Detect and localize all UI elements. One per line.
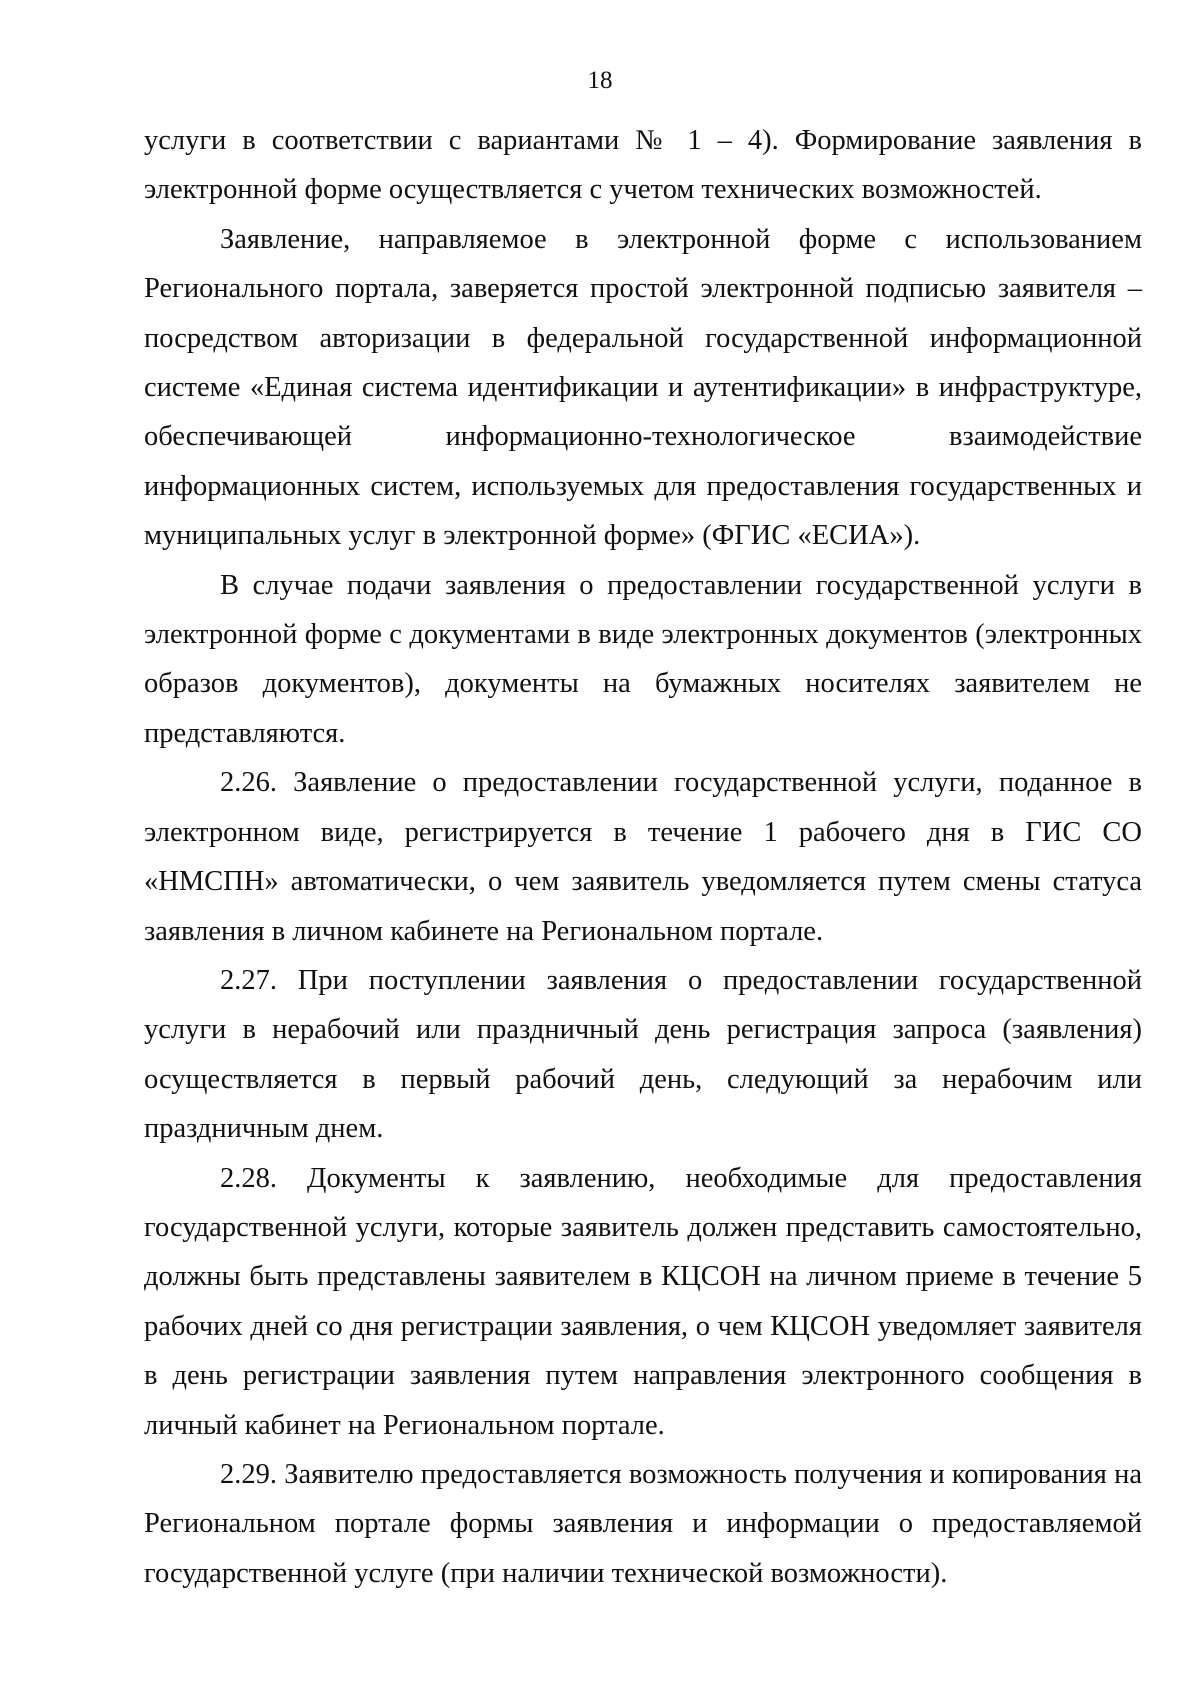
paragraph-esia-signature: Заявление, направляемое в электронной форме с использованием Регионального портала, заверяется простой электронной подписью заявителя – посредством авторизации в федеральной государственной информационной системе «Единая система идентификации и аутентификации» в инфраструктуре, обеспечивающей информационно-технологическое взаимодействие информационных систем, используемых для предоставления государственных и муниципальных услуг в электронной форме» (ФГИС «ЕСИА»). (144, 223, 1142, 552)
document-body (144, 116, 1142, 1598)
paragraph-electronic-documents: В случае подачи заявления о предоставлении государственной услуги в электронной форме с документами в виде электронных документов (электронных образов документов), документы на бумажных носителях заявителем не представляются. (144, 569, 1142, 749)
paragraph-2-28: 2.28. Документы к заявлению, необходимые для предоставления государственной услуги, которые заявитель должен представить самостоятельно, должны быть представлены заявителем в КЦСОН на личном приеме в течение 5 рабочих дней со дня регистрации заявления, о чем КЦСОН уведомляет заявителя в день регистрации заявления путем направления электронного сообщения в личный кабинет на Региональном портале. (144, 1162, 1142, 1441)
paragraph-2-29: 2.29. Заявителю предоставляется возможность получения и копирования на Региональном портале формы заявления и информации о предоставляемой государственной услуге (при наличии технической возможности). (144, 1458, 1142, 1589)
paragraph-2-27: 2.27. При поступлении заявления о предоставлении государственной услуги в нерабочий или праздничный день регистрация запроса (заявления) осуществляется в первый рабочий день, следующий за нерабочим или праздничным днем. (144, 964, 1142, 1145)
page-number: 18 (587, 67, 613, 94)
paragraph-continuation: услуги в соответствии с вариантами № 1 – 4). Формирование заявления в электронной форме осуществляется с учетом технических возможностей. (144, 125, 1142, 206)
paragraph-2-26: 2.26. Заявление о предоставлении государственной услуги, поданное в электронном виде, регистрируется в течение 1 рабочего дня в ГИС СО «НМСПН» автоматически, о чем заявитель уведомляется путем смены статуса заявления в личном кабинете на Региональном портале. (144, 767, 1142, 947)
